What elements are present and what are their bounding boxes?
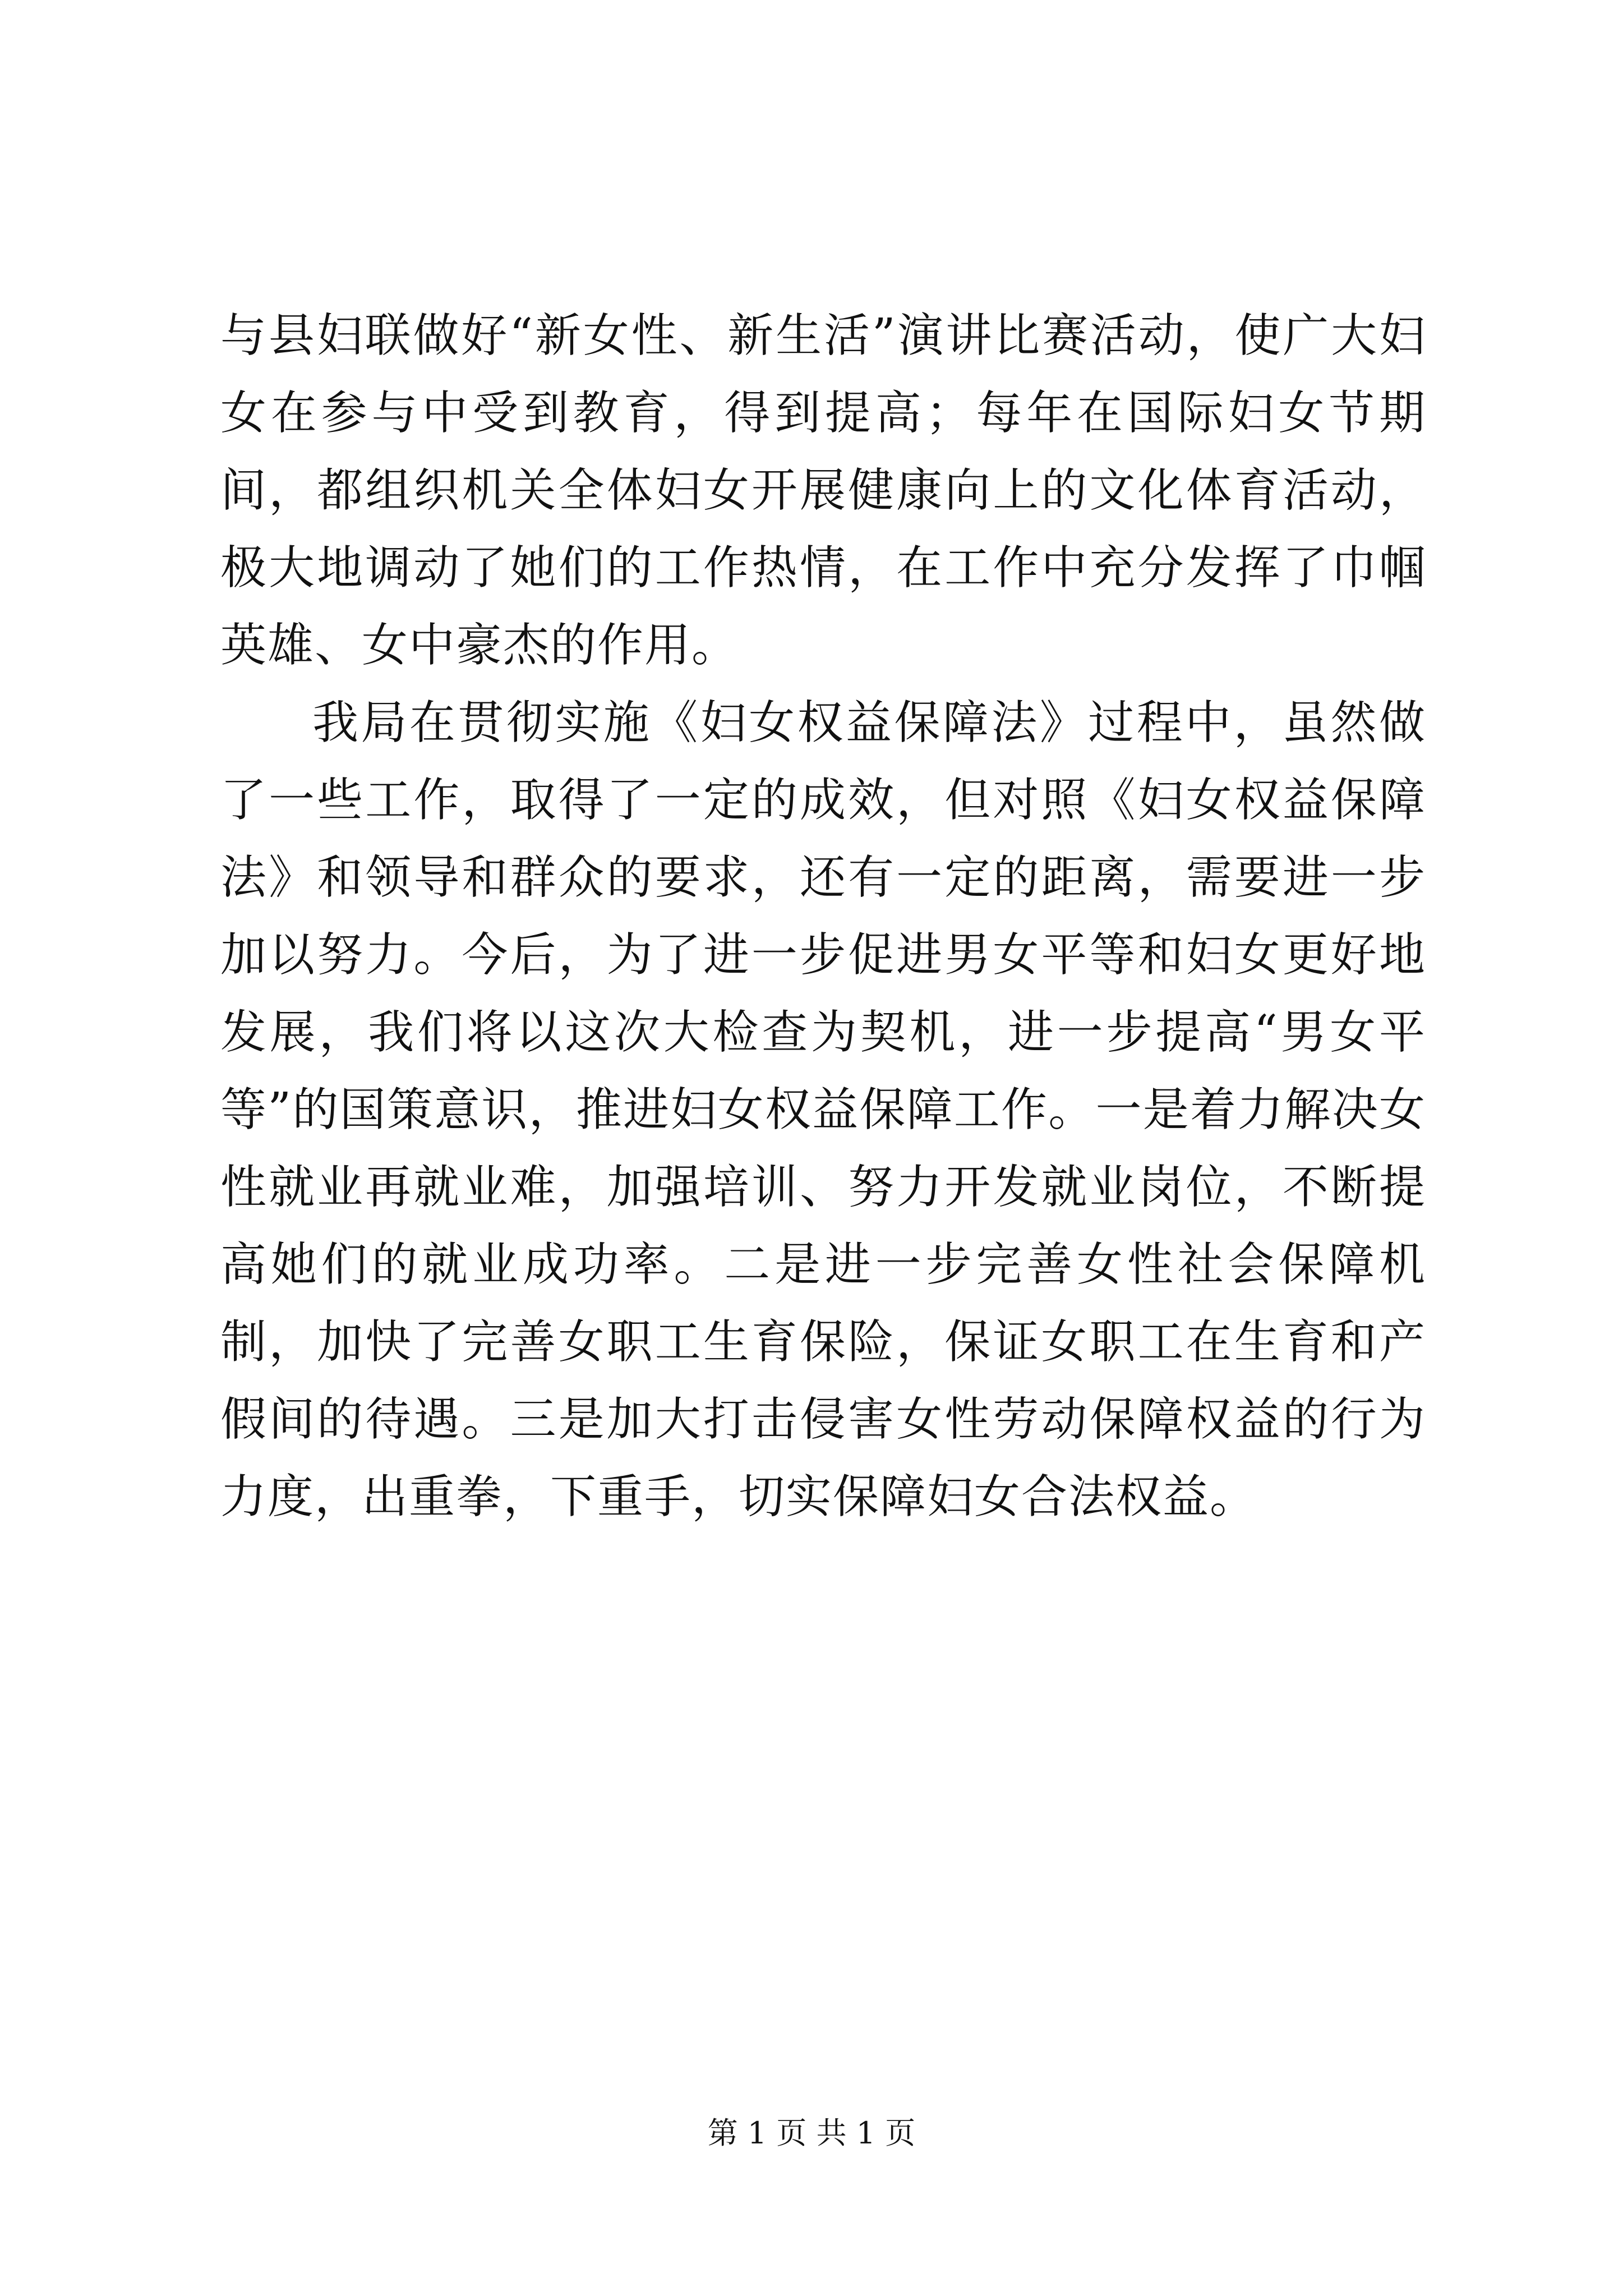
document-body [220,297,1426,1536]
paragraph-conclusion: 我局在贯彻实施《妇女权益保障法》过程中，虽然做了一些工作，取得了一定的成效，但对照《妇女权益保障法》和领导和群众的要求，还有一定的距离，需要进一步加以努力。今后，为了进一步促进男女平等和妇女更好地发展，我们将以这次大检查为契机，进一步提高“男女平等”的国策意识，推进妇女权益保障工作。一是着力解决女性就业再就业难，加强培训、努力开发就业岗位，不断提高她们的就业成功率。二是进一步完善女性社会保障机制，加快了完善女职工生育保险，保证女职工在生育和产假间的待遇。三是加大打击侵害女性劳动保障权益的行为力度，出重拳，下重手，切实保障妇女合法权益。 [220,696,1426,1524]
page-footer: 第 1 页 共 1 页 [707,2115,916,2151]
paragraph-continuation: 与县妇联做好“新女性、新生活”演讲比赛活动，使广大妇女在参与中受到教育，得到提高；每年在国际妇女节期间，都组织机关全体妇女开展健康向上的文化体育活动，极大地调动了她们的工作热情，在工作中充分发挥了巾帼英雄、女中豪杰的作用。 [220,309,1426,672]
